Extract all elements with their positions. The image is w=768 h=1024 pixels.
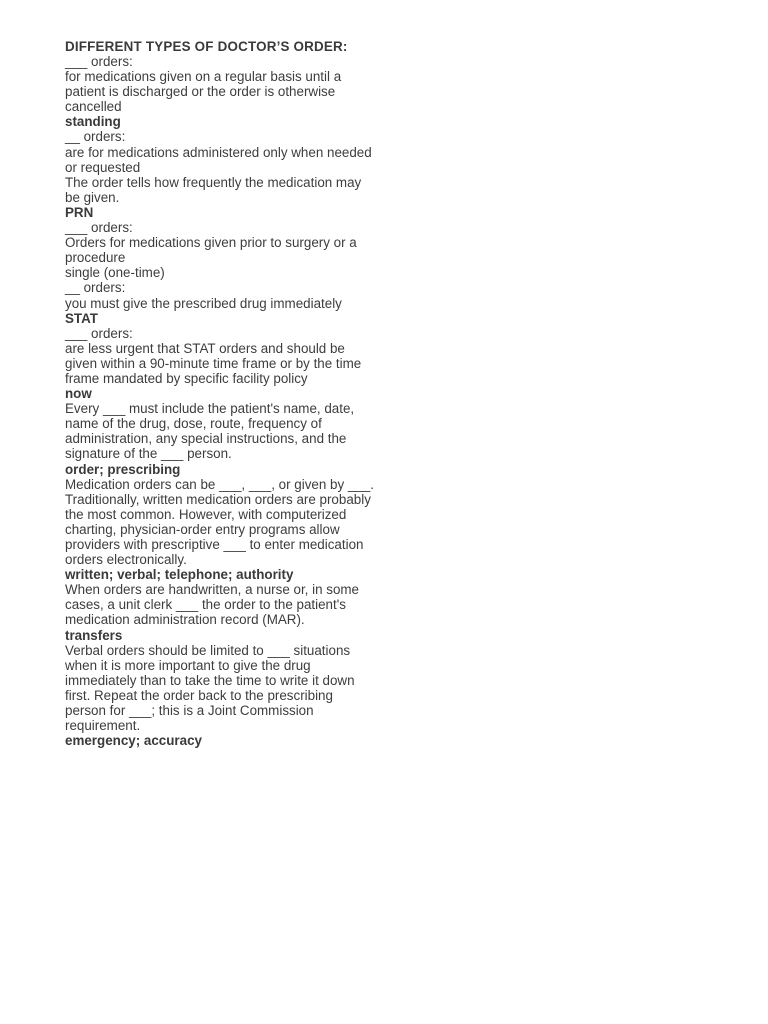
card-6-answer: written; verbal; telephone; authority [65, 567, 294, 583]
card-3-line-5: you must give the prescribed drug immediately [65, 295, 342, 311]
card-8-line-1: Verbal orders should be limited to ___ situations when it is more important to give the drug immediately than to take the time to write it down first. Repeat the order back to the prescribing person for ___; this is a Joint Commission requirement. [65, 642, 359, 734]
card-5 [65, 401, 377, 476]
card-2 [65, 129, 377, 220]
card-1-line-2: for medications given on a regular basis until a patient is discharged or the order is otherwise cancelled [65, 69, 345, 115]
card-7 [65, 582, 377, 642]
card-4-line-2: are less urgent that STAT orders and should be given within a 90-minute time frame or by the time frame mandated by specific facility policy [65, 340, 365, 386]
card-2-line-3: The order tells how frequently the medication may be given. [65, 174, 365, 205]
card-6-line-1: Medication orders can be ___, ___, or given by ___. Traditionally, written medication orders are probably the most common. However, with computerized charting, physician-order entry programs allow providers with prescriptive ___ to enter medication orders electronically. [65, 476, 378, 568]
card-4-answer: now [65, 386, 92, 402]
card-3-answer: STAT [65, 310, 98, 326]
card-6 [65, 477, 377, 583]
card-2-answer: PRN [65, 204, 94, 220]
document-title: DIFFERENT TYPES OF DOCTOR’S ORDER: [65, 39, 348, 54]
card-3-line-1: ___ orders: [65, 220, 133, 236]
card-3-line-2: Orders for medications given prior to surgery or a procedure [65, 235, 361, 266]
card-2-line-1: __ orders: [65, 129, 126, 145]
card-3-line-4: __ orders: [65, 280, 126, 296]
card-7-answer: transfers [65, 627, 123, 643]
card-3 [65, 220, 377, 326]
card-8 [65, 643, 377, 749]
card-3-line-3: single (one-time) [65, 265, 165, 281]
card-5-line-1: Every ___ must include the patient's name, date, name of the drug, dose, route, frequency of administration, any special instructions, and the signature of the ___ person. [65, 401, 358, 462]
card-4 [65, 326, 377, 401]
card-4-line-1: ___ orders: [65, 325, 133, 341]
card-2-line-2: are for medications administered only when needed or requested [65, 144, 376, 175]
card-8-answer: emergency; accuracy [65, 733, 202, 749]
card-7-line-1: When orders are handwritten, a nurse or, in some cases, a unit clerk ___ the order to the patient's medication administration record (MAR). [65, 582, 363, 628]
card-1 [65, 54, 377, 129]
document-page [65, 39, 377, 748]
card-1-answer: standing [65, 114, 121, 130]
card-1-line-1: ___ orders: [65, 54, 133, 69]
card-5-answer: order; prescribing [65, 461, 181, 477]
